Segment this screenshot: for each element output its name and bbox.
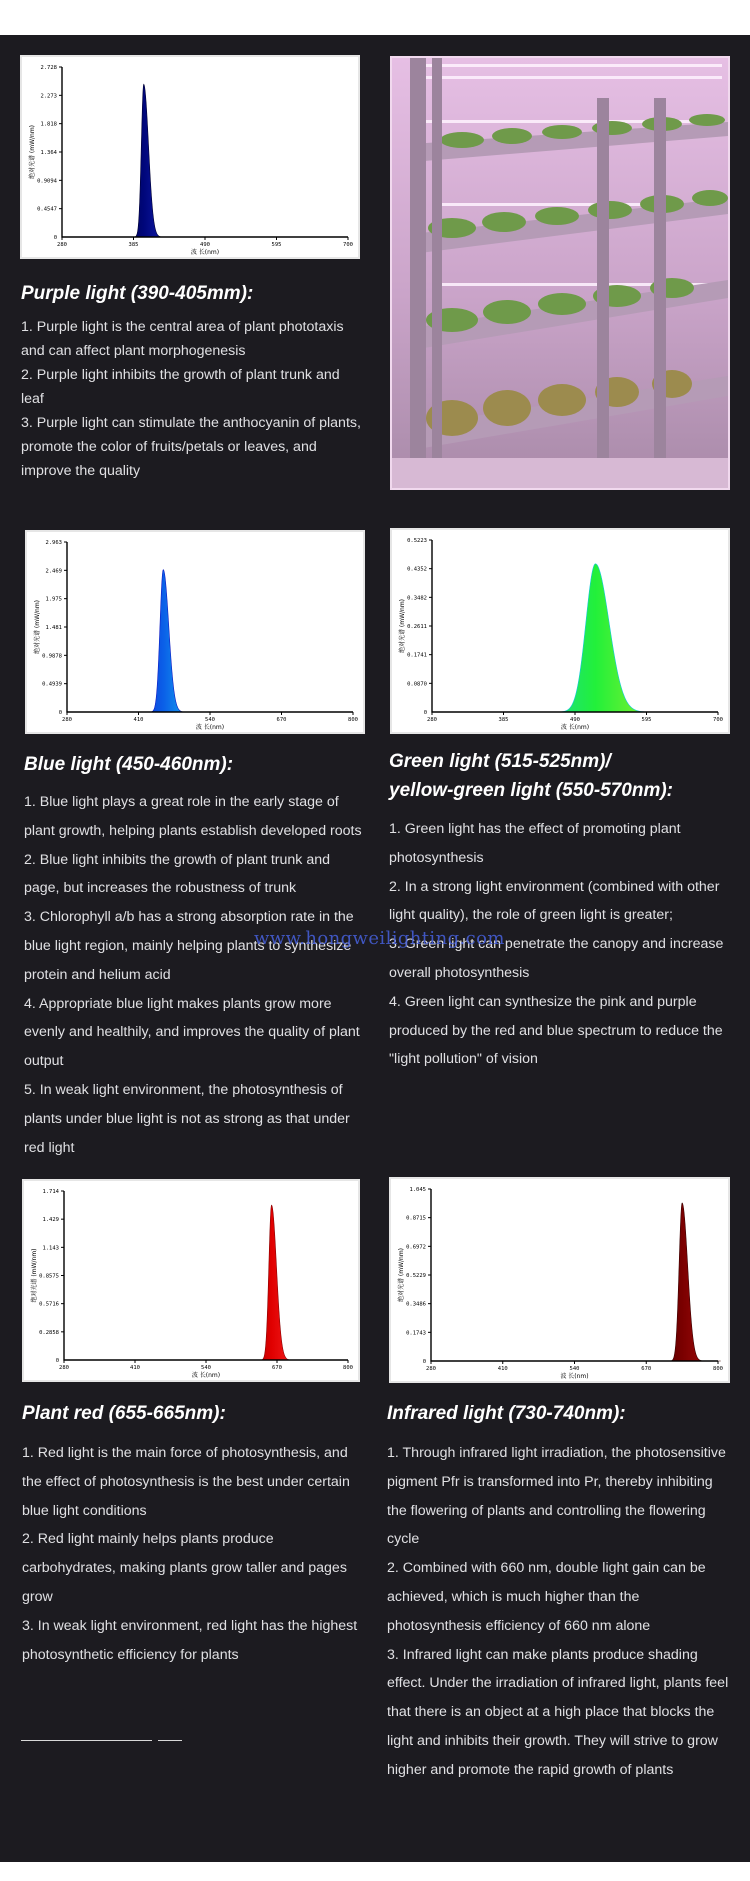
infrared-spectrum-chart <box>389 1177 730 1383</box>
y-tick-label: 1.818 <box>40 121 57 128</box>
y-tick-label: 1.481 <box>45 625 62 631</box>
y-tick-label: 0.9094 <box>37 178 57 185</box>
y-tick-label: 1.364 <box>40 150 57 156</box>
green-light-item: 4. Green light can synthesize the pink and purple produced by the red and blue spectrum to reduce the "light pollution" of vision <box>389 993 723 1068</box>
y-tick-label: 0.8575 <box>39 1273 59 1280</box>
y-axis-label: 绝对光谱 (mW/nm) <box>398 1247 405 1303</box>
chart-axes <box>431 1189 718 1361</box>
y-tick-label: 2.963 <box>45 540 62 546</box>
chart-axes <box>64 1191 348 1360</box>
y-tick-label: 0.2858 <box>39 1329 59 1336</box>
purple-spectrum-chart <box>20 55 360 259</box>
green-light-title-line1: Green light (515-525nm)/ <box>389 751 611 772</box>
spectrum-peak-green <box>500 564 691 712</box>
purple-light-title: Purple light (390-405mm): <box>21 283 254 304</box>
x-tick-label: 385 <box>498 717 509 723</box>
plant-red-item: 2. Red light mainly helps plants produce carbohydrates, making plants grow taller and pages grow <box>22 1531 347 1605</box>
blue-light-item: 2. Blue light inhibits the growth of plant trunk and page, but increases the robustness of trunk <box>24 851 331 897</box>
y-tick-label: 2.273 <box>40 93 57 100</box>
x-tick-label: 410 <box>133 717 144 723</box>
blue-light-item: 1. Blue light plays a great role in the early stage of plant growth, helping plants establish developed roots <box>24 794 362 839</box>
green-light-item: 2. In a strong light environment (combined with other light quality), the role of green light is greater; <box>389 878 720 924</box>
x-tick-label: 280 <box>426 1366 436 1372</box>
spectrum-peak-purple <box>110 84 177 237</box>
red-spectrum-chart <box>22 1179 360 1382</box>
spectrum-peak-blue <box>125 570 202 712</box>
green-light-item: 1. Green light has the effect of promoting plant photosynthesis <box>389 821 681 866</box>
purple-light-description <box>21 315 361 483</box>
y-tick-label: 0 <box>53 235 57 241</box>
y-tick-label: 0.4547 <box>37 206 57 213</box>
x-tick-label: 385 <box>128 242 139 248</box>
infrared-light-item: 3. Infrared light can make plants produce shading effect. Under the irradiation of infrared light, plants feel that there is an object at a high place that blocks the light and inhibits their growth. They will strive to grow higher and promote the rapid growth of plants <box>387 1646 729 1778</box>
x-tick-label: 700 <box>343 242 353 248</box>
x-tick-label: 595 <box>641 717 652 723</box>
infrared-light-description <box>387 1439 730 1785</box>
x-tick-label: 700 <box>713 717 723 723</box>
x-tick-label: 800 <box>713 1366 723 1372</box>
x-tick-label: 540 <box>201 1365 211 1371</box>
x-tick-label: 540 <box>205 717 215 723</box>
x-tick-label: 800 <box>343 1365 353 1371</box>
x-tick-label: 800 <box>348 717 358 723</box>
y-axis-label: 绝对光谱 (mW/nm) <box>29 124 36 180</box>
y-tick-label: 0 <box>422 1359 426 1365</box>
blue-light-item: 5. In weak light environment, the photosynthesis of plants under blue light is not as strong as that under red light <box>24 1081 350 1156</box>
purple-light-item: 2. Purple light inhibits the growth of plant trunk and leaf <box>21 367 340 407</box>
y-tick-label: 0 <box>58 710 62 716</box>
y-tick-label: 1.143 <box>42 1245 59 1252</box>
blue-light-item: 3. Chlorophyll a/b has a strong absorption rate in the blue light region, mainly helping plants to synthesize protein and helium acid <box>24 909 354 983</box>
green-light-title-line2: yellow-green light (550-570nm): <box>389 780 674 801</box>
infrared-light-item: 1. Through infrared light irradiation, the photosensitive pigment Pfr is transformed into Pr, thereby inhibiting the flowering of plants and controlling the flowering cycle <box>387 1445 726 1548</box>
plant-red-title: Plant red (655-665nm): <box>22 1403 226 1424</box>
x-tick-label: 280 <box>57 242 67 248</box>
watermark-text: www.hongweilighting.com <box>254 928 505 949</box>
y-tick-label: 0.3486 <box>406 1301 426 1308</box>
y-tick-label: 0.8715 <box>406 1215 426 1222</box>
x-axis-label: 波 长(nm) <box>191 1372 221 1379</box>
y-axis-label: 绝对光谱 (mW/nm) <box>34 599 41 655</box>
plant-red-description <box>22 1439 362 1669</box>
y-tick-label: 0.0870 <box>407 681 427 688</box>
x-tick-label: 595 <box>271 242 282 248</box>
y-tick-label: 0.6972 <box>406 1244 426 1251</box>
y-tick-label: 0.5223 <box>407 538 427 544</box>
green-light-item: 3. Green light can penetrate the canopy and increase overall photosynthesis <box>389 936 724 981</box>
y-tick-label: 2.469 <box>45 568 62 575</box>
x-tick-label: 280 <box>427 717 437 723</box>
green-spectrum-chart <box>390 528 730 734</box>
y-tick-label: 0.1741 <box>407 652 427 659</box>
spectrum-peak-infrared <box>643 1203 720 1361</box>
y-tick-label: 1.975 <box>45 596 62 603</box>
blue-light-description <box>24 788 364 1162</box>
chart-axes <box>432 540 718 712</box>
y-tick-label: 0.9878 <box>42 653 62 660</box>
green-light-title <box>389 747 673 805</box>
plant-red-item: 1. Red light is the main force of photosynthesis, and the effect of photosynthesis is the best under certain blue light conditions <box>22 1445 350 1519</box>
x-axis-label: 波 长(nm) <box>190 249 220 256</box>
x-tick-label: 410 <box>130 1365 140 1371</box>
y-tick-label: 0.3482 <box>407 595 427 602</box>
blue-light-item: 4. Appropriate blue light makes plants grow more evenly and healthily, and improves the quality of plant output <box>24 995 360 1070</box>
blue-light-title: Blue light (450-460nm): <box>24 754 234 775</box>
x-axis-label: 波 长(nm) <box>195 724 225 731</box>
spectrum-peak-red <box>237 1205 306 1360</box>
x-tick-label: 280 <box>59 1365 69 1371</box>
x-tick-label: 280 <box>62 717 72 723</box>
y-axis-label: 绝对光谱 (mW/nm) <box>399 598 406 654</box>
purple-light-item: 1. Purple light is the central area of plant phototaxis and can affect plant morphogenesis <box>21 319 344 359</box>
x-tick-label: 490 <box>200 242 210 248</box>
x-axis-label: 波 长(nm) <box>560 1373 589 1380</box>
y-tick-label: 1.714 <box>42 1189 59 1195</box>
y-tick-label: 0.2611 <box>407 624 427 630</box>
divider-line <box>21 1740 152 1741</box>
chart-axes <box>67 542 353 712</box>
divider-line-short <box>158 1740 182 1741</box>
y-tick-label: 2.728 <box>40 65 57 71</box>
purple-light-item: 3. Purple light can stimulate the anthocyanin of plants, promote the color of fruits/petals or leaves, and improve the quality <box>21 415 361 479</box>
blue-spectrum-chart <box>25 530 365 734</box>
infrared-light-title: Infrared light (730-740nm): <box>387 1403 626 1424</box>
y-tick-label: 0 <box>423 710 427 716</box>
y-tick-label: 1.045 <box>409 1187 426 1193</box>
x-tick-label: 540 <box>569 1366 580 1372</box>
y-tick-label: 0 <box>55 1358 59 1364</box>
infrared-light-item: 2. Combined with 660 nm, double light gain can be achieved, which is much higher than the photosynthesis efficiency of 660 nm alone <box>387 1560 706 1634</box>
y-tick-label: 0.5229 <box>406 1273 426 1279</box>
chart-axes <box>62 67 348 237</box>
x-tick-label: 410 <box>497 1366 508 1372</box>
greenhouse-grow-light-photo <box>390 56 730 490</box>
x-axis-label: 波 长(nm) <box>560 724 590 731</box>
y-tick-label: 0.1743 <box>406 1330 426 1337</box>
x-tick-label: 670 <box>272 1365 282 1371</box>
y-axis-label: 绝对光谱 (mW/nm) <box>31 1248 38 1303</box>
y-tick-label: 0.4939 <box>42 681 62 688</box>
y-tick-label: 1.429 <box>42 1217 59 1224</box>
x-tick-label: 670 <box>276 717 287 723</box>
x-tick-label: 490 <box>570 717 580 723</box>
plant-red-item: 3. In weak light environment, red light has the highest photosynthetic efficiency for plants <box>22 1617 358 1663</box>
x-tick-label: 670 <box>641 1366 652 1372</box>
y-tick-label: 0.5716 <box>39 1301 59 1308</box>
y-tick-label: 0.4352 <box>407 566 427 573</box>
